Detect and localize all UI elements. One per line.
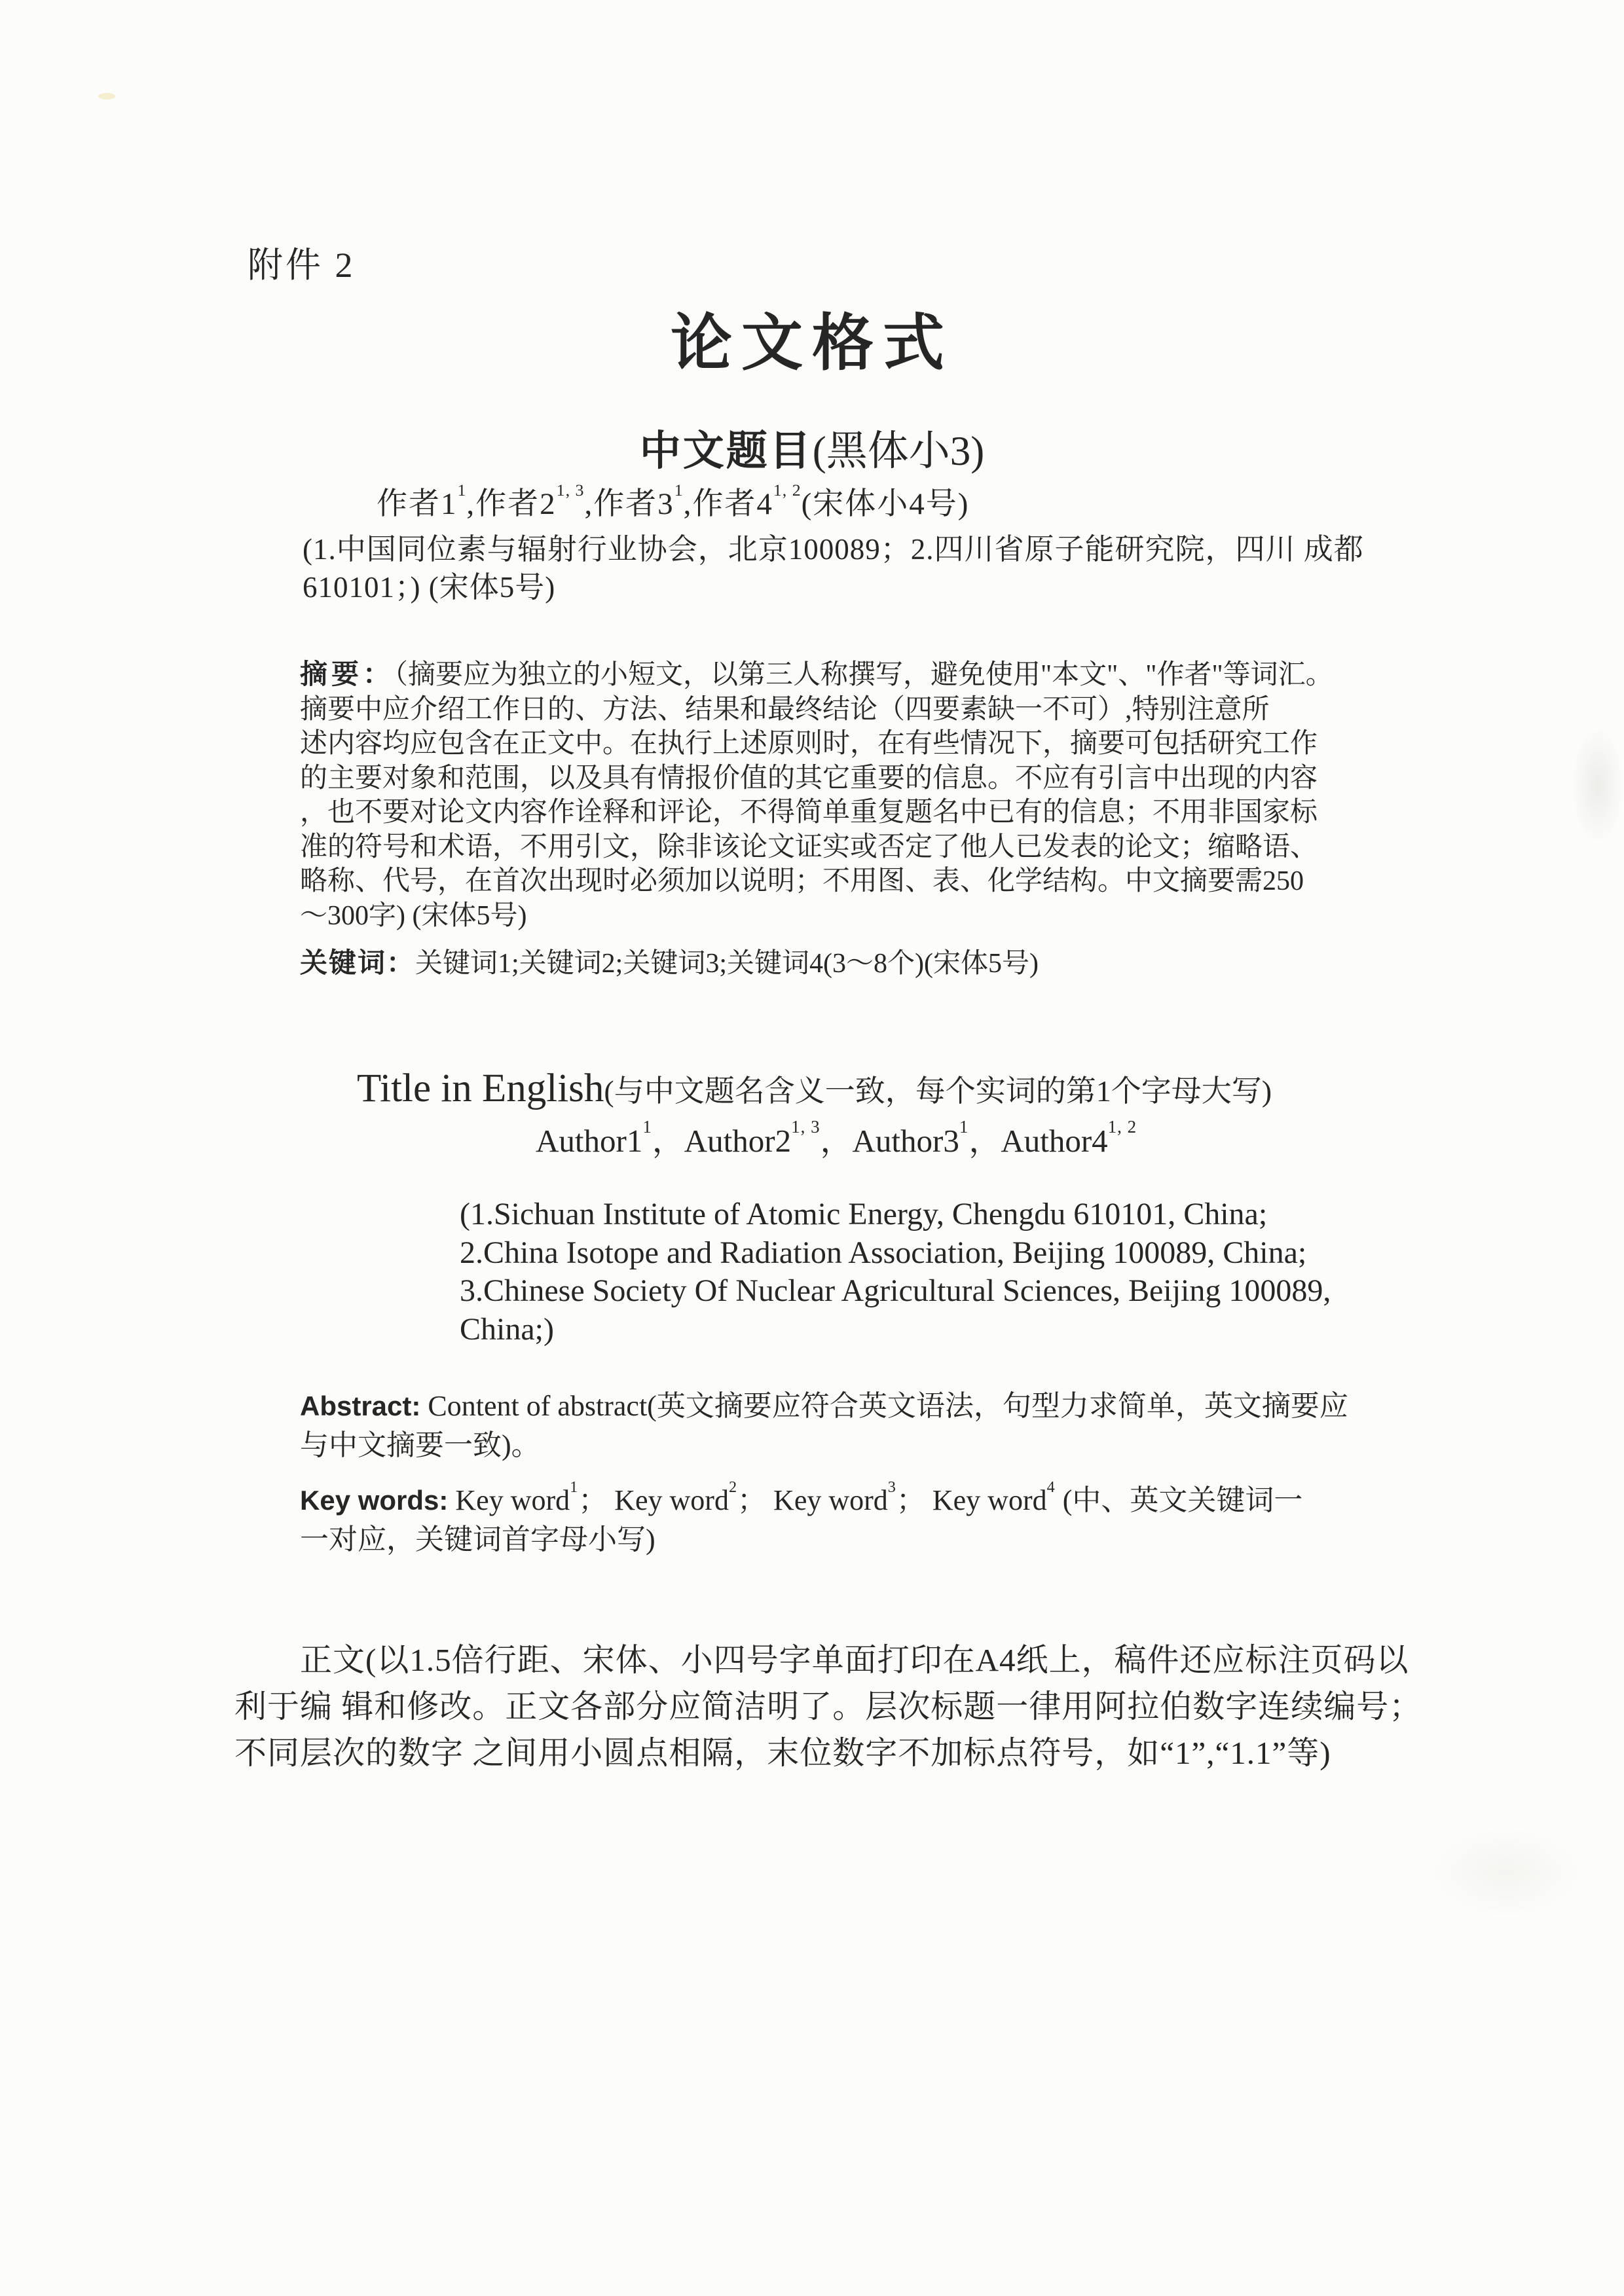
body-line: 正文(以1.5倍行距、宋体、小四号字单面打印在A4纸上，稿件还应标注页码以: [300, 1642, 1409, 1678]
affiliation-line: (1.Sichuan Institute of Atomic Energy, Chengdu 610101, China;: [460, 1197, 1268, 1231]
body-paragraph: [234, 1637, 1422, 1776]
keywords-text: 关键词1;关键词2;关键词3;关键词4(3～8个)(宋体5号): [415, 949, 1039, 979]
body-line: 不同层次的数字 之间用小圆点相隔，末位数字不加标点符号，如“1”,“1.1”等): [234, 1735, 1331, 1771]
author-affiliation-superscript: 1, 2: [773, 480, 802, 500]
abstract-line: 述内容均应包含在正文中。在执行上述原则时，在有些情况下，摘要可包括研究工作: [300, 729, 1318, 759]
author-affiliation-superscript: 1: [674, 480, 684, 500]
abstract-line: 摘要：（摘要应为独立的小短文，以第三人称撰写，避免使用"本文"、"作者"等词汇。: [300, 659, 1333, 690]
author-affiliation-superscript: 1: [457, 480, 467, 500]
chinese-keywords: [300, 941, 1039, 981]
abstract-line: 与中文摘要一致)。: [300, 1429, 540, 1461]
english-keywords: [300, 1478, 1303, 1559]
abstract-line: 略称、代号，在首次出现时必须加以说明；不用图、表、化学结构。中文摘要需250: [300, 866, 1304, 896]
abstract-line: ，也不要对论文内容作诠释和评论，不得简单重复题名中已有的信息；不用非国家标: [300, 797, 1318, 828]
author-name: ，Author4: [969, 1123, 1108, 1159]
author-affiliation-superscript: 1: [642, 1116, 652, 1137]
affiliation-line: (1.中国同位素与辐射行业协会，北京100089；2.四川省原子能研究院，四川 成都: [303, 533, 1364, 566]
affiliation-line: China;): [460, 1311, 554, 1347]
affiliation-line: 2.China Isotope and Radiation Association, Beijing 100089, China;: [460, 1235, 1307, 1270]
english-title: Title in English: [357, 1066, 604, 1110]
author-affiliation-superscript: 1, 2: [1107, 1116, 1137, 1137]
author-affiliation-superscript: 1, 3: [556, 480, 585, 500]
author-affiliation-superscript: 1, 3: [791, 1116, 821, 1137]
chinese-title-line: [0, 418, 1624, 477]
keywords-line: Key words: Key word$^1$； Key word$^2$； Key word$^3$； Key word$^4$ (中、英文关键词一: [300, 1478, 1303, 1516]
abstract-line: Abstract: Content of abstract(英文摘要应符合英文语法，句型力求简单，英文摘要应: [300, 1390, 1348, 1422]
abstract-line: ～300字) (宋体5号): [300, 900, 527, 931]
document-title: 论文格式: [670, 310, 953, 378]
author-name: 作者1: [377, 487, 458, 521]
english-abstract: [300, 1387, 1348, 1465]
keywords-label: 关键词：: [300, 947, 416, 978]
chinese-affiliation: [303, 530, 1364, 606]
author-name: ,作者4: [683, 487, 773, 521]
author-name: ，Author3: [820, 1123, 959, 1159]
author-name: ，Author2: [652, 1123, 792, 1159]
author-font-note: (宋体小4号): [801, 487, 970, 521]
body-line: 利于编 辑和修改。正文各部分应简洁明了。层次标题一律用阿拉伯数字连续编号；: [234, 1688, 1422, 1724]
scan-artifact-smudge: [1572, 727, 1624, 845]
author-affiliation-superscript: 1: [959, 1116, 969, 1137]
chinese-title-note: (黑体小3): [812, 428, 985, 474]
keywords-label: Key words:: [300, 1485, 449, 1516]
author-name: ,作者2: [466, 487, 557, 521]
author-name: ,作者3: [584, 487, 674, 521]
abstract-line: 准的符号和术语，不用引文，除非该论文证实或否定了他人已发表的论文；缩略语、: [300, 831, 1318, 862]
english-author-line: [536, 1116, 1137, 1161]
author-name: Author1: [536, 1123, 643, 1159]
scan-artifact-speck: [98, 93, 115, 100]
chinese-author-line: [377, 479, 969, 523]
affiliation-line: 3.Chinese Society Of Nuclear Agricultural Sciences, Beijing 100089,: [460, 1273, 1331, 1308]
english-title-line: [357, 1066, 1272, 1112]
affiliation-line: 610101；) (宋体5号): [303, 571, 556, 604]
english-affiliation: [460, 1195, 1331, 1349]
chinese-title: 中文题目: [639, 428, 813, 474]
chinese-abstract: [300, 657, 1333, 933]
attachment-label: 附件 2: [248, 246, 356, 285]
english-title-note: (与中文题名含义一致，每个实词的第1个字母大写): [604, 1074, 1272, 1108]
abstract-line: 摘要中应介绍工作日的、方法、结果和最终结论（四要素缺一不可）,特别注意所: [300, 694, 1270, 725]
abstract-line: 的主要对象和范围，以及具有情报价值的其它重要的信息。不应有引言中出现的内容: [300, 763, 1318, 793]
abstract-label: 摘要：: [300, 659, 395, 689]
keywords-line: 一对应，关键词首字母小写): [300, 1523, 655, 1556]
scan-artifact-smudge: [1428, 1827, 1585, 1918]
abstract-label: Abstract:: [300, 1391, 421, 1421]
